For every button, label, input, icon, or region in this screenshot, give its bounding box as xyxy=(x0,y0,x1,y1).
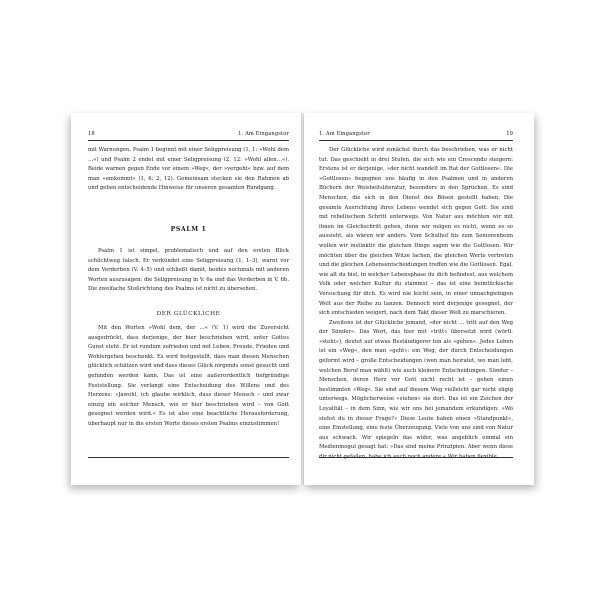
psalm-intro-paragraph: Psalm 1 ist simpel, problematisch und auf den ersten Blick schlichtweg falsch. Er verkündet eine Seligpreisung (1, 1–3), warnt vor dem Verderben (V. 4–5) und schließt damit, beides nochmals mit anderen Worten auszusagen: die Seligpreisung in V. 6a und das Verderben in V. 6b. Die zweifache Stoßrichtung des Psalms ist nicht zu übersehen. xyxy=(88,248,289,293)
running-head: 1. Am Eingangstor xyxy=(238,131,289,137)
subsection-heading: DER GLÜCKLICHE xyxy=(156,311,221,317)
right-page xyxy=(304,113,534,485)
running-head: 1. Am Eingangstor xyxy=(319,131,370,137)
right-text-block xyxy=(319,146,513,463)
page-number: 19 xyxy=(506,131,513,137)
footer-rule xyxy=(88,457,289,458)
right-paragraph-2: Zweitens ist der Glückliche jemand, »der nicht … tritt auf den Weg der Sünder«. Das Wort, das hier mit »tritt« übersetzt wird (wörtl. »steht«), deutet auf etwas Beständigerer hin als »gehen«. Jedes Leben ist ein »Weg«, den man »geht«: ein Weg, der durch Entscheidungen geformt wird – große Entscheidungen (wen man heiratet, wo man lebt, welchen Beruf man wählt) wie auch kleinere Entscheidungen. Sünder – Menschen, deren Herz vor Gott nicht recht ist – gehen einen bestimmten »Weg«. Sie sind auf diesem Weg vielleicht gar nicht zügig unterwegs. Möglicherweise »stehen« sie dort. Das ist ein Zeichen der Loyalität – in dem Sinn, wie wir uns bei jemandem erkundigen: »Wo stehst du in dieser Frage?« Diese Leute haben einen »Standpunkt«, eine Einstellung, eine feste Überzeugung. Viele von uns sind von Natur aus schwach. Wir spiegeln das wider, was angeblich einmal ein Medienmogul gesagt hat: »Das sind meine Prinzipien. Aber wenn diese dir nicht gefallen, habe ich auch noch andere.« Wir haben flexible xyxy=(319,319,513,460)
header-rule xyxy=(88,140,289,141)
glueckliche-paragraph: Mit den Worten »Wohl dem, der …« (V. 1) wird die Zuversicht ausgedrückt, dass derjenige, der hier beschrieben wird, unter Gottes Gunst steht. Er ist rundum zufrieden und mit Leben, Freude, Frieden und Wohlergehen beschenkt. Es wird festgestellt, dass man diesen Menschen glücklich schätzen wird und dass dieses Glück nirgends sonst gesucht und gefunden werden kann. Das ist eine außerordentlich tiefgründige Feststellung. Sie verlangt eine Entscheidung des Willens und des Herzens: »Jawohl, ich glaube wirklich, dass dieser Mensch – und zwar einzig ein solcher Mensch, wie er hier beschrieben wird – von Gott gesegnet werden wird.« Es ist also eine beachtliche Herausforderung, überhaupt nur in die ersten Worte dieses ersten Psalms einzustimmen! xyxy=(88,325,289,427)
psalm-intro-block xyxy=(88,247,289,295)
page-number: 18 xyxy=(88,131,95,137)
glueckliche-block xyxy=(88,324,289,430)
right-paragraph-1: Der Glückliche wird zunächst durch das beschrieben, was er nicht tut. Das geschieht in drei Stufen, die sich wie ein Crescendo steigern: Erstens ist er derjenige, »der nicht wandelt im Rat der Gottlosen«. Die »Gottlosen« begegnen uns häufig in den Psalmen und in anderen Büchern der Weisheitsliteratur, besonders in den Sprüchen. Es sind Menschen, die sich in den Dienst des Bösen gestellt haben. Die gesamte Ausrichtung ihres Lebens wendet sich gegen Gott. Sie sind mit rebellischem Schritt unterwegs. Von Natur aus möchten wir mit ihnen im Gleichschritt gehen, denn wir mögen es nicht, wenn es so aussieht, als wären wir anders. Vom Schulhof bis zum Seniorenheim wollen wir instinktiv die gleichen Dinge sagen wie die Gottlosen. Wir möchten über die gleichen Witze lachen, die gleichen Werte vertreten und die gleichen Lebensentscheidungen treffen wie die Gottlosen. Egal, wie alt du bist, in welcher Lebensphase du dich befindest, aus welchem Volk oder welcher Kultur du stammst – das ist eine heimtückische Versuchung für dich. Es wird nie leicht sein, in einer unnachgiebigen Welt aus der Reihe zu tanzen. Dennoch wird derjenige gesegnet, der sich entschieden weigert, nach dem Takt dieser Welt zu marschieren. xyxy=(319,147,513,317)
opening-paragraph-block xyxy=(88,146,289,194)
opening-paragraph: mit Warnungen. Psalm 1 beginnt mit einer Seligpreisung (1, 1: »Wohl dem …«) und Psalm 2 endet mit einer Seligpreisung (2, 12: »Wohl allen…«). Beide warnen gegen Ende vor einem »Weg«, der »vergeht« bzw. auf dem man »umkommt« (1, 6; 2, 12). Gemeinsam stecken sie den Rahmen ab und geben entscheidende Hinweise für unseren gesamten Rundgang. xyxy=(88,147,289,192)
footer-rule xyxy=(319,457,513,458)
left-page xyxy=(71,113,301,485)
book-spread xyxy=(71,113,534,485)
section-heading: PSALM 1 xyxy=(170,226,207,233)
header-rule xyxy=(319,140,513,141)
